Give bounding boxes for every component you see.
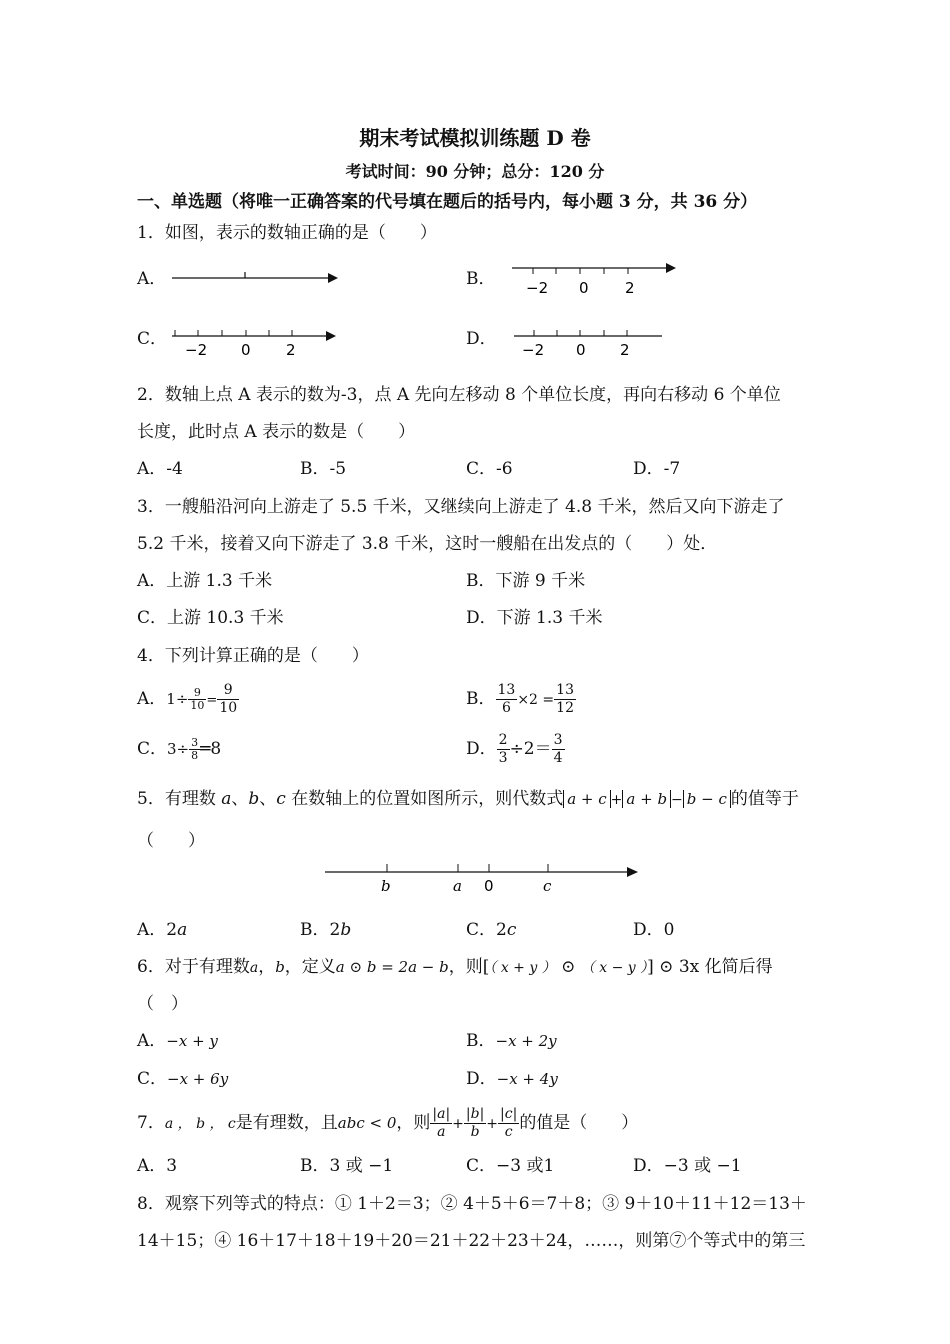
q4b-frac2: $\frac{13}{12}$ (556, 682, 574, 716)
q7-frac-b: $\frac{|b|}{b}$ (465, 1106, 485, 1140)
q3-option-a: A．上游 1.3 千米 (137, 571, 273, 591)
q5-axis-label-c: c (543, 877, 552, 895)
q3-option-b: B．下游 9 千米 (466, 571, 586, 591)
q5-option-c: C．2c (466, 920, 517, 940)
q5-option-a: A．2a (137, 920, 188, 940)
q2-option-c: C．-6 (466, 459, 513, 479)
q1d-label-two: 2 (620, 341, 630, 359)
q1-option-c: C． (137, 329, 168, 349)
q5-option-b: B．2b (300, 920, 352, 940)
q1c-label-two: 2 (286, 341, 296, 359)
q7-stem: 7．a ， b ， c是有理数，且abc < 0，则 $\frac{|a|}{a}$ + $\frac{|b|}{b}$ + $\frac{|c|}{c}$ 的值是（ ） (137, 1106, 639, 1140)
section-heading: 一、单选题（将唯一正确答案的代号填在题后的括号内，每小题 3 分，共 36 分） (137, 192, 758, 212)
q3-line1: 3．一艘船沿河向上游走了 5.5 千米，又继续向上游走了 4.8 千米，然后又向下游走了 (137, 497, 785, 517)
q1b-label-neg2: −2 (526, 279, 549, 297)
q4-option-b: B． $\frac{13}{6}$ ×2 = $\frac{13}{12}$ (466, 682, 574, 716)
q1-option-a: A． (137, 269, 167, 289)
page-title: 期末考试模拟训练题 D 卷 (359, 126, 591, 150)
q4d-frac1: $\frac{2}{3}$ (498, 732, 508, 766)
q1-axis-d (512, 326, 664, 360)
q7-frac-c: $\frac{|c|}{c}$ (500, 1106, 518, 1140)
q7-option-c: C．−3 或1 (466, 1156, 555, 1176)
q6-option-a: A．−x + y (137, 1031, 218, 1051)
q1b-label-zero: 0 (579, 279, 589, 297)
q3-option-c: C．上游 10.3 千米 (137, 608, 284, 628)
q7-option-d: D．−3 或 −1 (633, 1156, 742, 1176)
q6-paren: （ ） (137, 994, 188, 1014)
q3-option-d: D．下游 1.3 千米 (466, 608, 603, 628)
exam-info: 考试时间：90 分钟；总分：120 分 (345, 162, 605, 181)
q5-abs2: a + b (622, 790, 671, 808)
q6-option-d: D．−x + 4y (466, 1069, 558, 1089)
q5-abs1: a + c (563, 790, 610, 808)
q1c-label-zero: 0 (241, 341, 251, 359)
q5-axis-label-a: a (453, 877, 462, 895)
q5-number-line (325, 860, 645, 900)
q7-frac-a: $\frac{|a|}{a}$ (432, 1106, 451, 1140)
q1-option-b: B． (466, 269, 496, 289)
q4-option-c: C．3÷ $\frac{3}{8}$ ═8 (137, 736, 222, 762)
q4-option-a: A．1÷ $\frac{9}{10}$ = $\frac{9}{10}$ (137, 682, 238, 716)
q1-axis-b (508, 258, 680, 300)
q4c-frac: $\frac{3}{8}$ (191, 736, 199, 762)
q7-option-b: B．3 或 −1 (300, 1156, 394, 1176)
q4-option-d: D． $\frac{2}{3}$ ÷2＝ $\frac{3}{4}$ (466, 732, 563, 766)
q5-paren: （ ） (137, 831, 205, 851)
q5-stem: 5．有理数 a、b、c 在数轴上的位置如图所示，则代数式 a + c + a + b − b − c 的值等于 (137, 789, 799, 809)
q2-option-d: D．-7 (633, 459, 681, 479)
q1c-label-neg2: −2 (185, 341, 208, 359)
q5-axis-label-zero: 0 (484, 877, 494, 895)
q2-line1: 2．数轴上点 A 表示的数为-3，点 A 先向左移动 8 个单位长度，再向右移动 6 个单位 (137, 385, 781, 405)
q4a-frac2: $\frac{9}{10}$ (219, 682, 238, 716)
q4b-frac1: $\frac{13}{6}$ (497, 682, 516, 716)
q8-line1: 8．观察下列等式的特点：① 1＋2＝3；② 4＋5＋6＝7＋8；③ 9＋10＋11＋12＝13＋ (137, 1194, 807, 1214)
q4a-frac1: $\frac{9}{10}$ (190, 686, 205, 712)
q8-line2: 14＋15；④ 16＋17＋18＋19＋20＝21＋22＋23＋24，……，则第⑦个等式中的第三 (137, 1231, 806, 1251)
q1b-label-two: 2 (625, 279, 635, 297)
q2-option-a: A．-4 (137, 459, 183, 479)
q6-option-b: B．−x + 2y (466, 1031, 557, 1051)
q5-option-d: D．0 (633, 920, 675, 940)
q1d-label-neg2: −2 (522, 341, 545, 359)
q5-abs3: b − c (683, 790, 731, 808)
q6-option-c: C．−x + 6y (137, 1069, 229, 1089)
q4-stem: 4．下列计算正确的是（ ） (137, 646, 369, 666)
q4d-frac2: $\frac{3}{4}$ (553, 732, 563, 766)
q1-axis-c (170, 326, 342, 360)
q1-axis-a (170, 268, 340, 290)
q2-option-b: B．-5 (300, 459, 347, 479)
q1d-label-zero: 0 (576, 341, 586, 359)
q6-stem: 6．对于有理数a，b，定义a ⊙ b = 2a − b，则[（ x + y ） ⊙ （ x − y ）] ⊙ 3x 化简后得 (137, 957, 773, 977)
q3-line2: 5.2 千米，接着又向下游走了 3.8 千米，这时一艘船在出发点的（ ）处． (137, 534, 718, 554)
q5-axis-label-b: b (381, 877, 391, 895)
q1-option-d: D． (466, 329, 497, 349)
q7-option-a: A．3 (137, 1156, 178, 1176)
q1-stem: 1．如图，表示的数轴正确的是（ ） (137, 223, 437, 243)
q2-line2: 长度，此时点 A 表示的数是（ ） (137, 422, 416, 442)
